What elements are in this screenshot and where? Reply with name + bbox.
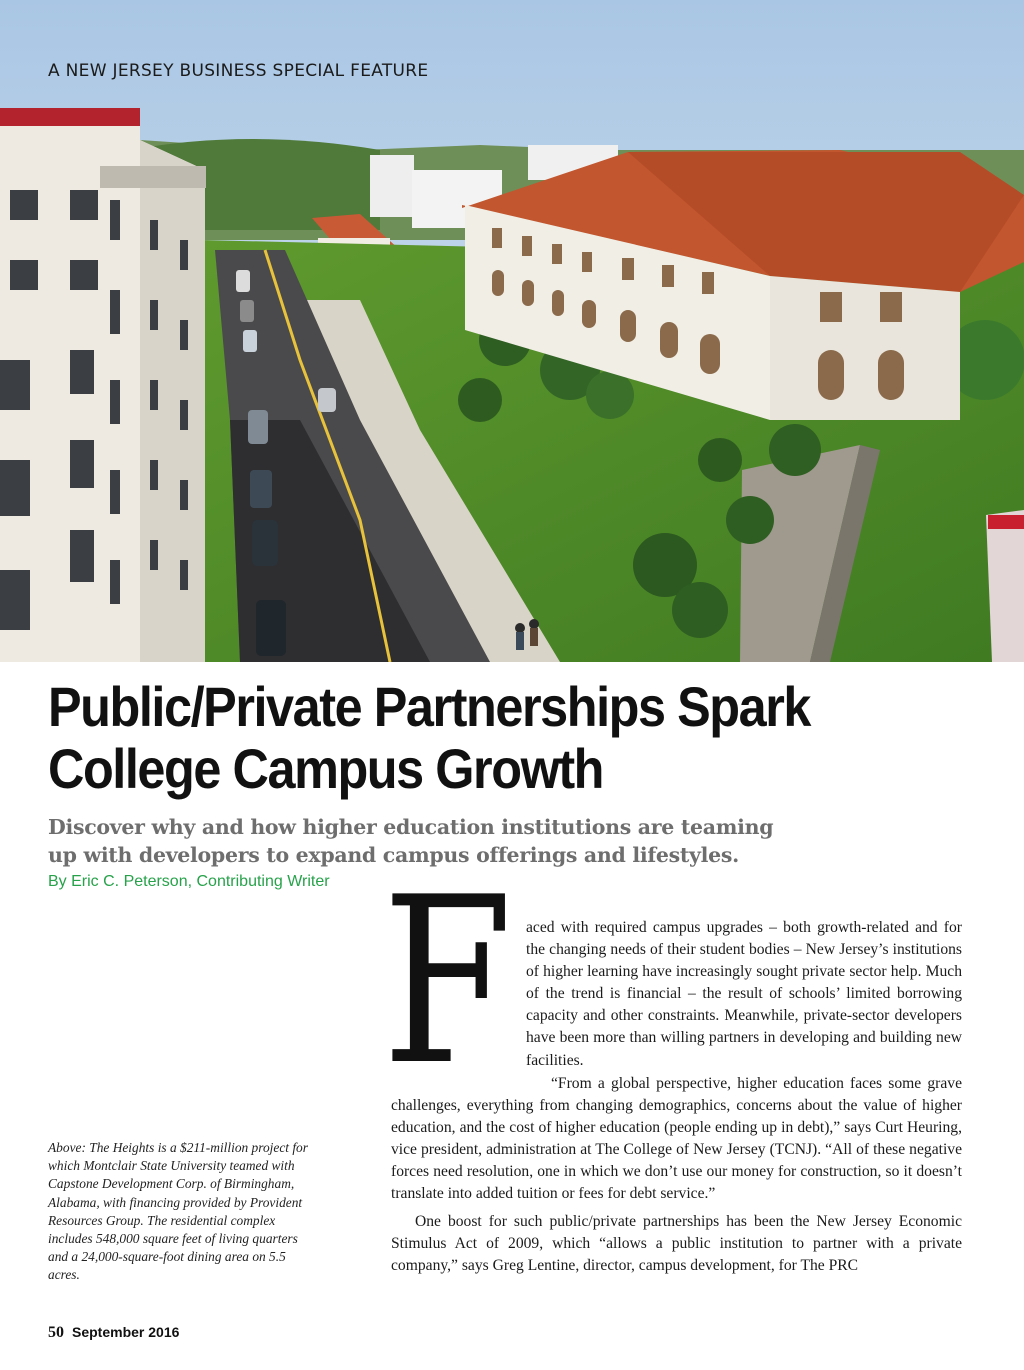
article-body bbox=[391, 1073, 962, 1277]
body-paragraph: One boost for such public/private partnerships has been the New Jersey Economic Stimulus Act of 2009, which “allows a public institution to partner with a private company,” says Greg Lentine, director, campus development, for The PRC bbox=[391, 1212, 962, 1274]
drop-cap: F bbox=[382, 849, 513, 1116]
lead-paragraph: aced with required campus upgrades – both growth-related and for the changing needs of their student bodies – New Jersey’s institutions of higher learning have increasingly sought private sector help. Much of the trend is financial – the result of schools’ limited borrowing capacity and other constraints. Meanwhile, private-sector developers have been more than willing partners in developing and building new facilities. bbox=[526, 919, 962, 1069]
section-kicker: A NEW JERSEY BUSINESS SPECIAL FEATURE bbox=[48, 61, 429, 81]
article-title: Public/Private Partnerships Spark College Campus Growth bbox=[48, 675, 811, 800]
body-paragraph: “From a global perspective, higher education faces some grave challenges, everything from changing demographics, concerns about the value of higher education, and the cost of higher education (people ending up in debt),” says Curt Heuring, vice president, administration at The College of New Jersey (TCNJ). “All of these negative forces need resolution, one in which we don’t use our money for construction, so it doesn’t translate into added tuition or fees for debt service.” bbox=[391, 1075, 962, 1203]
campus-aerial-illustration bbox=[0, 0, 1024, 662]
page-footer bbox=[48, 1324, 179, 1342]
page-number: 50 bbox=[48, 1324, 64, 1341]
photo-caption: Above: The Heights is a $211-million project for which Montclair State University teamed with Capstone Development Corp. of Birmingham, Alabama, with financing provided by Provident Resources Group. The residential complex includes 548,000 square feet of living quarters and a 24,000-square-foot dining area on 5.5 acres. bbox=[48, 1140, 308, 1283]
issue-date: September 2016 bbox=[72, 1324, 180, 1340]
hero-photo bbox=[0, 0, 1024, 662]
article-deck: Discover why and how higher education institutions are teaming up with developers to expand campus offerings and lifestyles. bbox=[48, 815, 774, 867]
article-byline: By Eric C. Peterson, Contributing Writer bbox=[48, 873, 330, 890]
